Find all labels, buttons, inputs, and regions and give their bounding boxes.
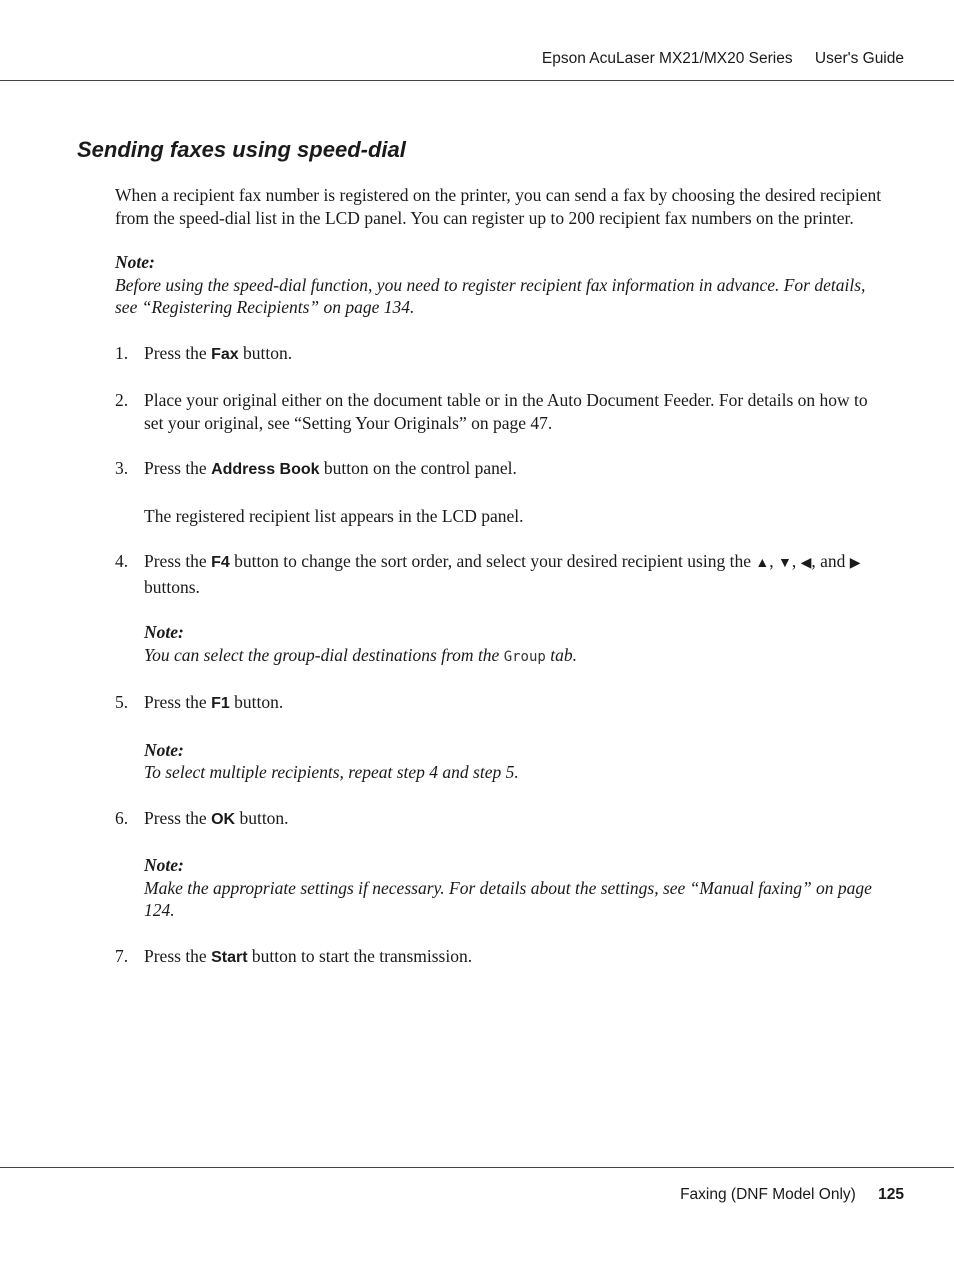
intro-paragraph: When a recipient fax number is registered on the printer, you can send a fax by choosing the desired recipient from the speed-dial list in the LCD panel. You can register up to 200 recipient fax numbers on the printer. xyxy=(115,185,882,228)
key-label-f1: F1 xyxy=(211,695,230,712)
step-text: Press the xyxy=(144,692,212,712)
key-label-fax: Fax xyxy=(211,345,239,363)
step-number: 3. xyxy=(115,458,129,478)
note-label: Note: xyxy=(144,855,184,875)
step-text: Press the xyxy=(144,807,212,828)
step-text: button. xyxy=(229,692,284,712)
step-item xyxy=(115,342,885,367)
note-label: Note: xyxy=(115,252,155,272)
main-content xyxy=(115,184,885,992)
header-product-title: Epson AcuLaser MX21/MX20 Series xyxy=(541,50,793,67)
note-block xyxy=(115,251,885,319)
separator: , xyxy=(791,551,801,571)
step-text: button. xyxy=(238,342,293,363)
step-item xyxy=(115,945,885,970)
step-note xyxy=(144,854,885,922)
footer-divider xyxy=(0,1167,954,1168)
step-number: 4. xyxy=(115,551,129,571)
arrow-up-icon: ▲ xyxy=(755,556,770,571)
separator: , xyxy=(769,551,778,571)
page-number: 125 xyxy=(878,1186,904,1203)
section-title: Sending faxes using speed-dial xyxy=(77,137,406,162)
separator: , and xyxy=(811,551,850,571)
step-text: Press the xyxy=(144,458,212,478)
key-label-f4: F4 xyxy=(211,554,230,571)
note-text: Before using the speed-dial function, you need to register recipient fax information in advance. For details, see “Registering Recipients” on page 134. xyxy=(115,274,866,317)
key-label-address-book: Address Book xyxy=(211,461,320,478)
lcd-tab-label: Group xyxy=(503,648,546,665)
note-label: Note: xyxy=(144,622,184,642)
step-number: 5. xyxy=(115,692,129,712)
arrow-down-icon: ▼ xyxy=(777,556,792,571)
page-footer xyxy=(680,1186,904,1204)
step-number: 2. xyxy=(115,390,129,410)
footer-chapter: Faxing (DNF Model Only) xyxy=(680,1186,856,1203)
note-text: To select multiple recipients, repeat step 4 and step 5. xyxy=(144,762,519,782)
step-text: Press the xyxy=(144,551,212,571)
steps-list xyxy=(115,342,885,970)
step-note xyxy=(144,739,885,784)
note-text: Make the appropriate settings if necessary. For details about the settings, see “Manual faxing” on page 124. xyxy=(144,877,872,920)
step-text: button to start the transmission. xyxy=(247,945,473,966)
step-text: Press the xyxy=(144,945,212,966)
arrow-right-icon: ▶ xyxy=(849,556,861,571)
step-text: Press the xyxy=(144,342,212,363)
step-number: 6. xyxy=(115,807,129,828)
step-text: button on the control panel. xyxy=(319,458,517,478)
page-header xyxy=(542,50,904,68)
step-text: Place your original either on the document table or in the Auto Document Feeder. For details on how to set your original, see “Setting Your Originals” on page 47. xyxy=(144,390,868,433)
step-text: button. xyxy=(235,807,289,828)
step-item xyxy=(115,550,885,668)
step-item xyxy=(115,691,885,784)
step-number: 7. xyxy=(115,945,129,966)
note-text-part: You can select the group-dial destinations from the xyxy=(144,644,504,665)
note-text-part: tab. xyxy=(545,644,577,665)
step-item xyxy=(115,389,885,434)
step-text: button to change the sort order, and select your desired recipient using the xyxy=(229,551,756,571)
step-text: buttons. xyxy=(144,576,200,597)
key-label-start: Start xyxy=(211,948,248,966)
note-label: Note: xyxy=(144,739,184,760)
key-label-ok: OK xyxy=(211,810,236,828)
note-text xyxy=(144,644,885,669)
step-sub-text: The registered recipient list appears in the LCD panel. xyxy=(144,505,524,526)
step-item xyxy=(115,457,885,527)
header-divider xyxy=(0,80,954,81)
step-item xyxy=(115,807,885,922)
header-guide-title: User's Guide xyxy=(814,50,904,67)
arrow-left-icon: ◀ xyxy=(800,556,812,571)
step-note xyxy=(144,621,885,668)
step-number: 1. xyxy=(115,342,129,363)
